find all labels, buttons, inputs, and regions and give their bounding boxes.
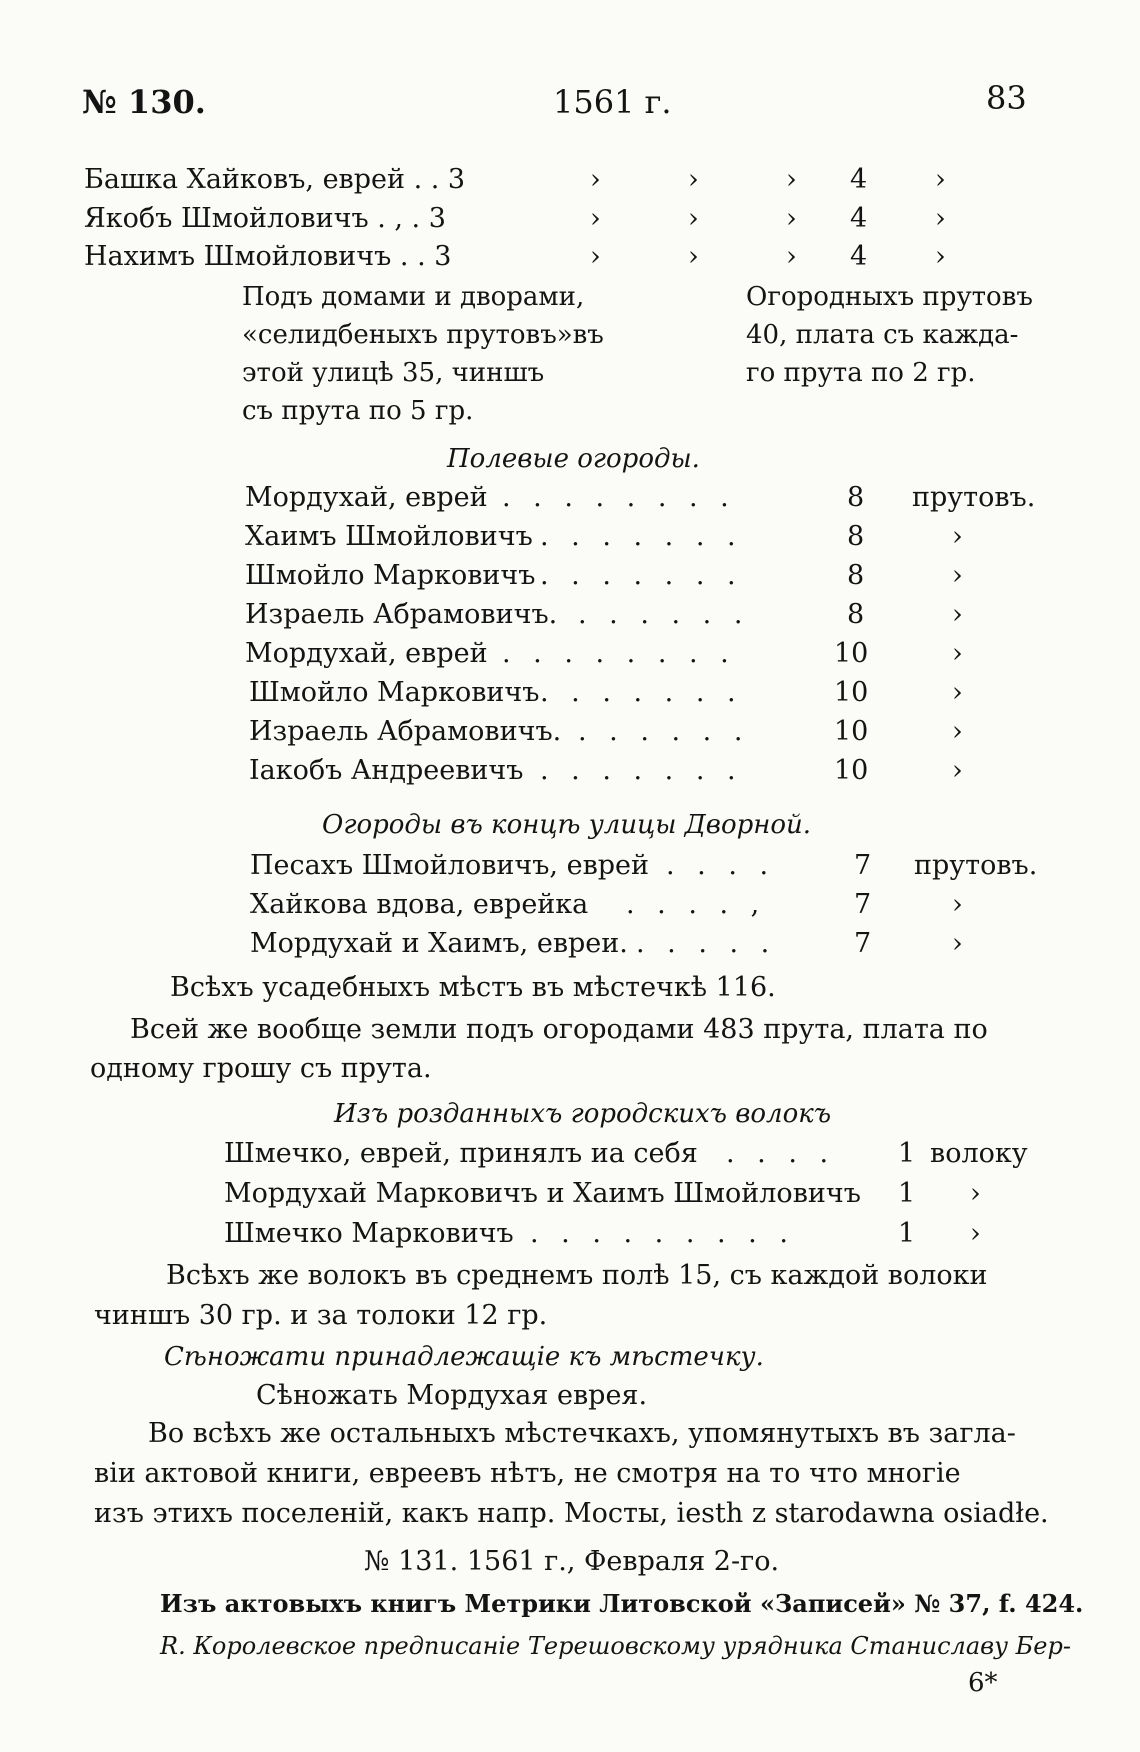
list-item: Мордухай, еврей xyxy=(245,482,488,513)
list-item: Нахимъ Шмойловичъ . . 3 xyxy=(84,241,452,272)
summary-line: Всѣхъ же волокъ въ среднемъ полѣ 15, съ каждой волоки xyxy=(166,1260,988,1291)
note-left-line: «селидбеныхъ прутовъ»въ xyxy=(242,320,604,350)
paragraph-line: Во всѣхъ же остальныхъ мѣстечкахъ, упомянутыхъ въ загла- xyxy=(148,1418,1016,1449)
page-number: 83 xyxy=(986,79,1027,117)
ditto-mark: › xyxy=(786,164,797,195)
document-summary: R. Королевское предписаніе Терешовскому урядника Станиславу Бер- xyxy=(160,1632,1071,1660)
list-item: Шмечко, еврей, принялъ иа себя xyxy=(224,1138,698,1169)
list-unit: прутовъ. xyxy=(914,850,1038,881)
list-item: Мордухай и Хаимъ, евреи. xyxy=(250,928,628,959)
list-unit: прутовъ. xyxy=(912,482,1036,513)
leader-dots: . . . . . . . . xyxy=(502,482,736,513)
page-year: 1561 г. xyxy=(553,83,672,121)
ditto-mark: › xyxy=(688,164,699,195)
list-unit: › xyxy=(952,928,963,959)
leader-dots: . . . . . . xyxy=(578,599,750,630)
list-item: Шмойло Марковичъ xyxy=(249,677,540,708)
list-unit: › xyxy=(952,521,963,552)
note-left-line: съ прута по 5 гр. xyxy=(242,396,474,426)
list-item: Шмечко Марковичъ xyxy=(224,1218,514,1249)
list-unit: › xyxy=(952,560,963,591)
leader-dots: . . . . . . . xyxy=(540,677,743,708)
leader-dots: . . . . . . . . xyxy=(502,638,736,669)
list-unit: › xyxy=(952,677,963,708)
list-value: 1 xyxy=(898,1178,916,1209)
section-title: Огороды въ концѣ улицы Дворной. xyxy=(322,810,812,840)
list-value: 7 xyxy=(854,889,872,920)
leader-dots: . . . . . . . . . xyxy=(530,1218,795,1249)
list-unit: › xyxy=(970,1218,981,1249)
leader-dots: . . . . . . . xyxy=(540,560,743,591)
list-unit: › xyxy=(952,599,963,630)
list-value: 1 xyxy=(898,1218,916,1249)
list-value: 7 xyxy=(854,850,872,881)
list-item: Мордухай Марковичъ и Хаимъ Шмойловичъ xyxy=(224,1178,861,1209)
summary-line: чиншъ 30 гр. и за толоки 12 гр. xyxy=(94,1300,548,1331)
section-title: Полевые огороды. xyxy=(447,444,700,474)
note-left-line: Подъ домами и дворами, xyxy=(242,282,585,312)
ditto-mark: › xyxy=(590,164,601,195)
list-item: Израель Абрамовичъ. xyxy=(249,716,562,747)
list-item: Хайкова вдова, еврейка xyxy=(250,889,589,920)
list-unit: › xyxy=(952,889,963,920)
ditto-mark: › xyxy=(590,241,601,272)
list-item: Шмойло Марковичъ xyxy=(245,560,536,591)
leader-dots: . . . . . xyxy=(636,928,777,959)
list-unit: › xyxy=(970,1178,981,1209)
ditto-mark: › xyxy=(688,241,699,272)
ditto-mark: › xyxy=(786,203,797,234)
ditto-mark: › xyxy=(935,203,946,234)
list-value: 8 xyxy=(847,560,865,591)
leader-dots: . . . . , xyxy=(626,889,767,920)
ditto-mark: › xyxy=(935,164,946,195)
summary-line: одному грошу съ прута. xyxy=(90,1053,432,1084)
list-value: 10 xyxy=(834,638,869,669)
leader-dots: . . . . . . xyxy=(578,716,750,747)
note-right-line: го прута по 2 гр. xyxy=(746,358,976,388)
list-unit: › xyxy=(952,638,963,669)
list-value: 8 xyxy=(847,482,865,513)
list-unit: › xyxy=(952,716,963,747)
list-value: 10 xyxy=(834,716,869,747)
leader-dots: . . . . . . . xyxy=(540,755,743,786)
ditto-mark: › xyxy=(688,203,699,234)
list-value: 4 xyxy=(850,203,868,234)
note-right-line: Огородныхъ прутовъ xyxy=(746,282,1033,312)
list-item: Песахъ Шмойловичъ, еврей xyxy=(250,850,650,881)
signature-mark: 6* xyxy=(968,1668,998,1698)
document-heading: № 131. 1561 г., Февраля 2-го. xyxy=(364,1546,780,1577)
list-value: 4 xyxy=(850,164,868,195)
document-number: № 130. xyxy=(82,83,206,121)
paragraph-line: віи актовой книги, евреевъ нѣтъ, не смотря на то что многіе xyxy=(94,1458,961,1489)
list-item: Израель Абрамовичъ. xyxy=(245,599,558,630)
list-item: Хаимъ Шмойловичъ xyxy=(245,521,533,552)
summary-line: Всѣхъ усадебныхъ мѣстъ въ мѣстечкѣ 116. xyxy=(170,972,776,1003)
list-item: Башка Хайковъ, еврей . . 3 xyxy=(84,164,466,195)
list-value: 4 xyxy=(850,241,868,272)
document-source: Изъ актовыхъ книгъ Метрики Литовской «Записей» № 37, f. 424. xyxy=(160,1589,1084,1618)
list-value: 8 xyxy=(847,599,865,630)
section-title: Сѣножати принадлежащіе къ мѣстечку. xyxy=(164,1342,764,1372)
list-item: Мордухай, еврей xyxy=(245,638,488,669)
summary-line: Всей же вообще земли подъ огородами 483 прута, плата по xyxy=(130,1014,988,1045)
ditto-mark: › xyxy=(935,241,946,272)
list-value: 8 xyxy=(847,521,865,552)
paragraph-line: изъ этихъ поселеній, какъ напр. Мосты, iesth z starodawna osiadłe. xyxy=(94,1498,1049,1529)
ditto-mark: › xyxy=(590,203,601,234)
list-value: 7 xyxy=(854,928,872,959)
note-right-line: 40, плата съ кажда- xyxy=(746,320,1019,350)
list-unit: волоку xyxy=(930,1138,1028,1169)
list-unit: › xyxy=(952,755,963,786)
list-value: 10 xyxy=(834,755,869,786)
list-item: Іакобъ Андреевичъ xyxy=(249,755,524,786)
summary-line: Сѣножать Мордухая еврея. xyxy=(256,1380,648,1411)
ditto-mark: › xyxy=(786,241,797,272)
list-item: Якобъ Шмойловичъ . , . 3 xyxy=(84,203,446,234)
section-title: Изъ розданныхъ городскихъ волокъ xyxy=(334,1099,832,1129)
leader-dots: . . . . xyxy=(666,850,776,881)
note-left-line: этой улицѣ 35, чиншъ xyxy=(242,358,545,388)
list-value: 1 xyxy=(898,1138,916,1169)
leader-dots: . . . . xyxy=(726,1138,836,1169)
leader-dots: . . . . . . . xyxy=(540,521,743,552)
list-value: 10 xyxy=(834,677,869,708)
